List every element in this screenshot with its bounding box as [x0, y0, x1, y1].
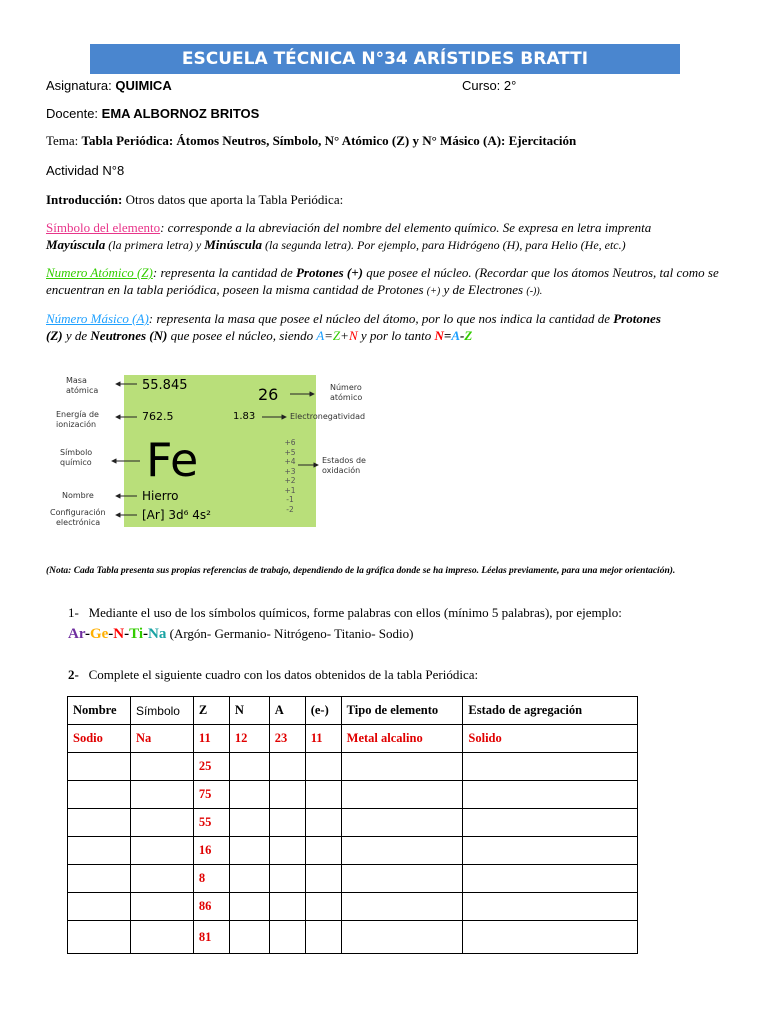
cell-electrons[interactable] [305, 809, 341, 837]
symbol-ge: Ge [89, 626, 109, 642]
cell-simbolo[interactable] [130, 809, 193, 837]
formula2-z: Z [464, 328, 473, 343]
mass-text-3: que posee el núcleo, siendo [167, 328, 317, 343]
cell-tipo[interactable] [341, 753, 463, 781]
header-n: N [229, 697, 269, 725]
symbol-word-example [68, 626, 413, 643]
label-numero-2: atómico [330, 393, 363, 402]
formula-eq: = [324, 328, 333, 343]
mayuscula-term: Mayúscula [46, 237, 106, 252]
table-row [68, 809, 638, 837]
symbol-ar: Ar [68, 626, 85, 642]
cell-electrons[interactable] [305, 865, 341, 893]
label-estados-1: Estados de [322, 456, 366, 465]
cell-z[interactable]: 11 [193, 725, 229, 753]
label-masa-2: atómica [66, 386, 99, 395]
table-header-row [68, 697, 638, 725]
dash-4: - [143, 626, 149, 642]
mass-text: : representa la masa que posee el núcleo del átomo, por lo que nos indica la cantidad de [148, 311, 614, 326]
exercise-1-line [68, 605, 622, 621]
oxidation-state: +1 [284, 485, 296, 495]
label-numero-1: Número [330, 383, 362, 392]
cell-electrons[interactable]: 11 [305, 725, 341, 753]
atomic-text-3: y de Electrones [440, 282, 527, 297]
oxidation-state: -1 [286, 495, 294, 504]
card-electronegativity: 1.83 [233, 411, 256, 422]
label-simbolo-1: Símbolo [60, 448, 93, 457]
cell-n[interactable] [229, 865, 269, 893]
topic-label: Tema: [46, 133, 82, 148]
formula2-a: A [451, 328, 461, 343]
cell-z[interactable]: 16 [193, 837, 229, 865]
cell-electrons[interactable] [305, 837, 341, 865]
mass-text-2: y de [62, 328, 91, 343]
card-symbol: Fe [146, 433, 199, 487]
formula-plus: + [340, 328, 349, 343]
cell-nombre[interactable] [68, 837, 131, 865]
cell-estado[interactable]: Solido [463, 725, 638, 753]
cell-tipo[interactable] [341, 781, 463, 809]
formula-n: N [348, 328, 358, 343]
minus-sign: (-)). [526, 286, 543, 297]
card-mass: 55.845 [142, 378, 188, 393]
dash-1: - [84, 626, 90, 642]
label-energia-2: ionización [56, 420, 97, 429]
school-title-banner: ESCUELA TÉCNICA N°34 ARÍSTIDES BRATTI [90, 44, 680, 74]
label-masa-1: Masa [66, 376, 87, 385]
cell-estado[interactable] [463, 781, 638, 809]
teacher-value: EMA ALBORNOZ BRITOS [101, 106, 260, 121]
cell-nombre[interactable]: Sodio [68, 725, 131, 753]
cell-a[interactable] [269, 753, 305, 781]
cell-nombre[interactable] [68, 865, 131, 893]
header-tipo: Tipo de elemento [341, 697, 463, 725]
cell-tipo[interactable] [341, 865, 463, 893]
atomic-text-2: que posee el núcleo. (Recordar que los átomos Neutros, tal como se encuentran en la tabla periódica, poseen la misma cantidad de Protones [46, 265, 719, 297]
cell-nombre[interactable] [68, 893, 131, 921]
cell-nombre[interactable] [68, 781, 131, 809]
oxidation-state: +6 [284, 438, 296, 447]
oxidation-state: -2 [286, 504, 294, 514]
cell-tipo[interactable]: Metal alcalino [341, 725, 463, 753]
symbol-text-2: (la primera letra) y [105, 238, 205, 252]
header-electrons: (e-) [305, 697, 341, 725]
cell-simbolo[interactable] [130, 753, 193, 781]
cell-a[interactable] [269, 921, 305, 954]
header-estado: Estado de agregación [463, 697, 638, 725]
subject-label: Asignatura: [46, 78, 116, 93]
table-row [68, 837, 638, 865]
cell-z[interactable]: 25 [193, 753, 229, 781]
plus-sign: (+) [426, 286, 441, 297]
teacher-label: Docente: [46, 106, 102, 121]
cell-nombre[interactable] [68, 753, 131, 781]
cell-estado[interactable] [463, 809, 638, 837]
mass-text-4: y por lo tanto [357, 328, 435, 343]
cell-estado[interactable] [463, 837, 638, 865]
note-text: (Nota: Cada Tabla presenta sus propias referencias de trabajo, dependiendo de la gráfica donde se ha impreso. Léelas previamente, para una mejor orientación). [46, 566, 676, 576]
header-z: Z [193, 697, 229, 725]
card-name: Hierro [142, 489, 179, 503]
cell-electrons[interactable] [305, 781, 341, 809]
cell-z[interactable]: 86 [193, 893, 229, 921]
formula-z: Z [332, 328, 341, 343]
card-atomic-number: 26 [258, 385, 279, 404]
label-nombre: Nombre [62, 491, 94, 500]
mass-z: (Z) [46, 328, 63, 343]
symbol-text: : corresponde a la abreviación del nombre del elemento químico. Se expresa en letra imprenta [160, 220, 652, 235]
exercise-2-line [68, 667, 478, 683]
cell-estado[interactable] [463, 865, 638, 893]
exercise-1-text: Mediante el uso de los símbolos químicos, forme palabras con ellos (mínimo 5 palabras), por ejemplo: [88, 605, 622, 620]
cell-a[interactable] [269, 809, 305, 837]
cell-tipo[interactable] [341, 809, 463, 837]
course-line: Curso: 2° [462, 78, 517, 93]
label-electronegatividad: Electronegatividad [290, 412, 366, 421]
dash-2: - [108, 626, 114, 642]
cell-a[interactable] [269, 893, 305, 921]
header-nombre: Nombre [68, 697, 131, 725]
mass-protons-term: Protones [613, 311, 661, 326]
formula-a: A [316, 328, 325, 343]
cell-n[interactable] [229, 893, 269, 921]
label-config-1: Configuración [50, 508, 106, 517]
card-configuration: [Ar] 3d⁶ 4s² [142, 508, 211, 522]
table-row [68, 725, 638, 753]
cell-n[interactable] [229, 921, 269, 954]
cell-n[interactable]: 12 [229, 725, 269, 753]
protons-term: Protones (+) [295, 265, 363, 280]
atomic-text: : representa la cantidad de [152, 265, 296, 280]
formula2-n: N [434, 328, 444, 343]
periodic-data-table [67, 696, 638, 954]
oxidation-state: +3 [284, 466, 296, 476]
cell-nombre[interactable] [68, 921, 131, 954]
cell-z[interactable]: 55 [193, 809, 229, 837]
symbol-term: Símbolo del elemento [46, 220, 161, 235]
table-row [68, 753, 638, 781]
cell-z[interactable]: 81 [193, 921, 229, 954]
cell-a[interactable]: 23 [269, 725, 305, 753]
formula2-minus: - [460, 328, 465, 343]
table-row [68, 921, 638, 954]
cell-simbolo[interactable] [130, 781, 193, 809]
cell-simbolo[interactable] [130, 893, 193, 921]
cell-tipo[interactable] [341, 837, 463, 865]
card-ionization: 762.5 [142, 410, 174, 423]
cell-electrons[interactable] [305, 921, 341, 954]
label-estados-2: oxidación [322, 466, 361, 475]
subject-value: QUIMICA [115, 78, 172, 93]
atomic-number-term: Numero Atómico (Z) [46, 265, 153, 280]
exercise-1-number: 1- [68, 605, 79, 620]
cell-electrons[interactable] [305, 753, 341, 781]
cell-tipo[interactable] [341, 893, 463, 921]
table-row [68, 865, 638, 893]
header-a: A [269, 697, 305, 725]
cell-estado[interactable] [463, 753, 638, 781]
exercise-2-number: 2- [68, 667, 79, 682]
exercise-2-text: Complete el siguiente cuadro con los datos obtenidos de la tabla Periódica: [88, 667, 479, 682]
cell-tipo[interactable] [341, 921, 463, 954]
label-config-2: electrónica [56, 518, 101, 527]
cell-estado[interactable] [463, 893, 638, 921]
minuscula-term: Minúscula [204, 237, 263, 252]
cell-z[interactable]: 8 [193, 865, 229, 893]
oxidation-state: +4 [284, 457, 296, 466]
cell-n[interactable] [229, 837, 269, 865]
cell-a[interactable] [269, 837, 305, 865]
cell-simbolo[interactable] [130, 865, 193, 893]
cell-z[interactable]: 75 [193, 781, 229, 809]
symbol-ti: Ti [129, 626, 144, 642]
formula2-eq: = [443, 328, 452, 343]
neutrons-term: Neutrones (N) [90, 328, 168, 343]
intro-text: Otros datos que aporta la Tabla Periódica: [122, 192, 344, 207]
cell-electrons[interactable] [305, 893, 341, 921]
cell-simbolo[interactable] [130, 921, 193, 954]
cell-n[interactable] [229, 753, 269, 781]
symbol-na: Na [148, 626, 167, 642]
dash-3: - [124, 626, 130, 642]
symbol-n: N [113, 626, 125, 642]
oxidation-state: +5 [284, 447, 296, 457]
header-simbolo: Símbolo [130, 697, 193, 725]
cell-nombre[interactable] [68, 809, 131, 837]
oxidation-state: +2 [284, 476, 296, 485]
label-simbolo-2: químico [60, 458, 92, 467]
table-row [68, 893, 638, 921]
cell-simbolo[interactable] [130, 837, 193, 865]
cell-n[interactable] [229, 809, 269, 837]
cell-simbolo[interactable]: Na [130, 725, 193, 753]
topic-value: Tabla Periódica: Átomos Neutros, Símbolo, N° Atómico (Z) y N° Másico (A): Ejercitación [81, 133, 577, 148]
intro-label: Introducción: [46, 192, 123, 207]
example-explanation: (Argón- Germanio- Nitrógeno- Titanio- Sodio) [166, 626, 414, 641]
cell-n[interactable] [229, 781, 269, 809]
mass-number-term: Número Másico (A) [46, 311, 149, 326]
cell-a[interactable] [269, 781, 305, 809]
label-energia-1: Energía de [56, 410, 99, 419]
symbol-text-3: (la segunda letra). Por ejemplo, para Hidrógeno (H), para Helio (He, etc.) [262, 238, 626, 252]
activity-line: Actividad N°8 [46, 163, 125, 178]
cell-estado[interactable] [463, 921, 638, 954]
table-row [68, 781, 638, 809]
cell-a[interactable] [269, 865, 305, 893]
